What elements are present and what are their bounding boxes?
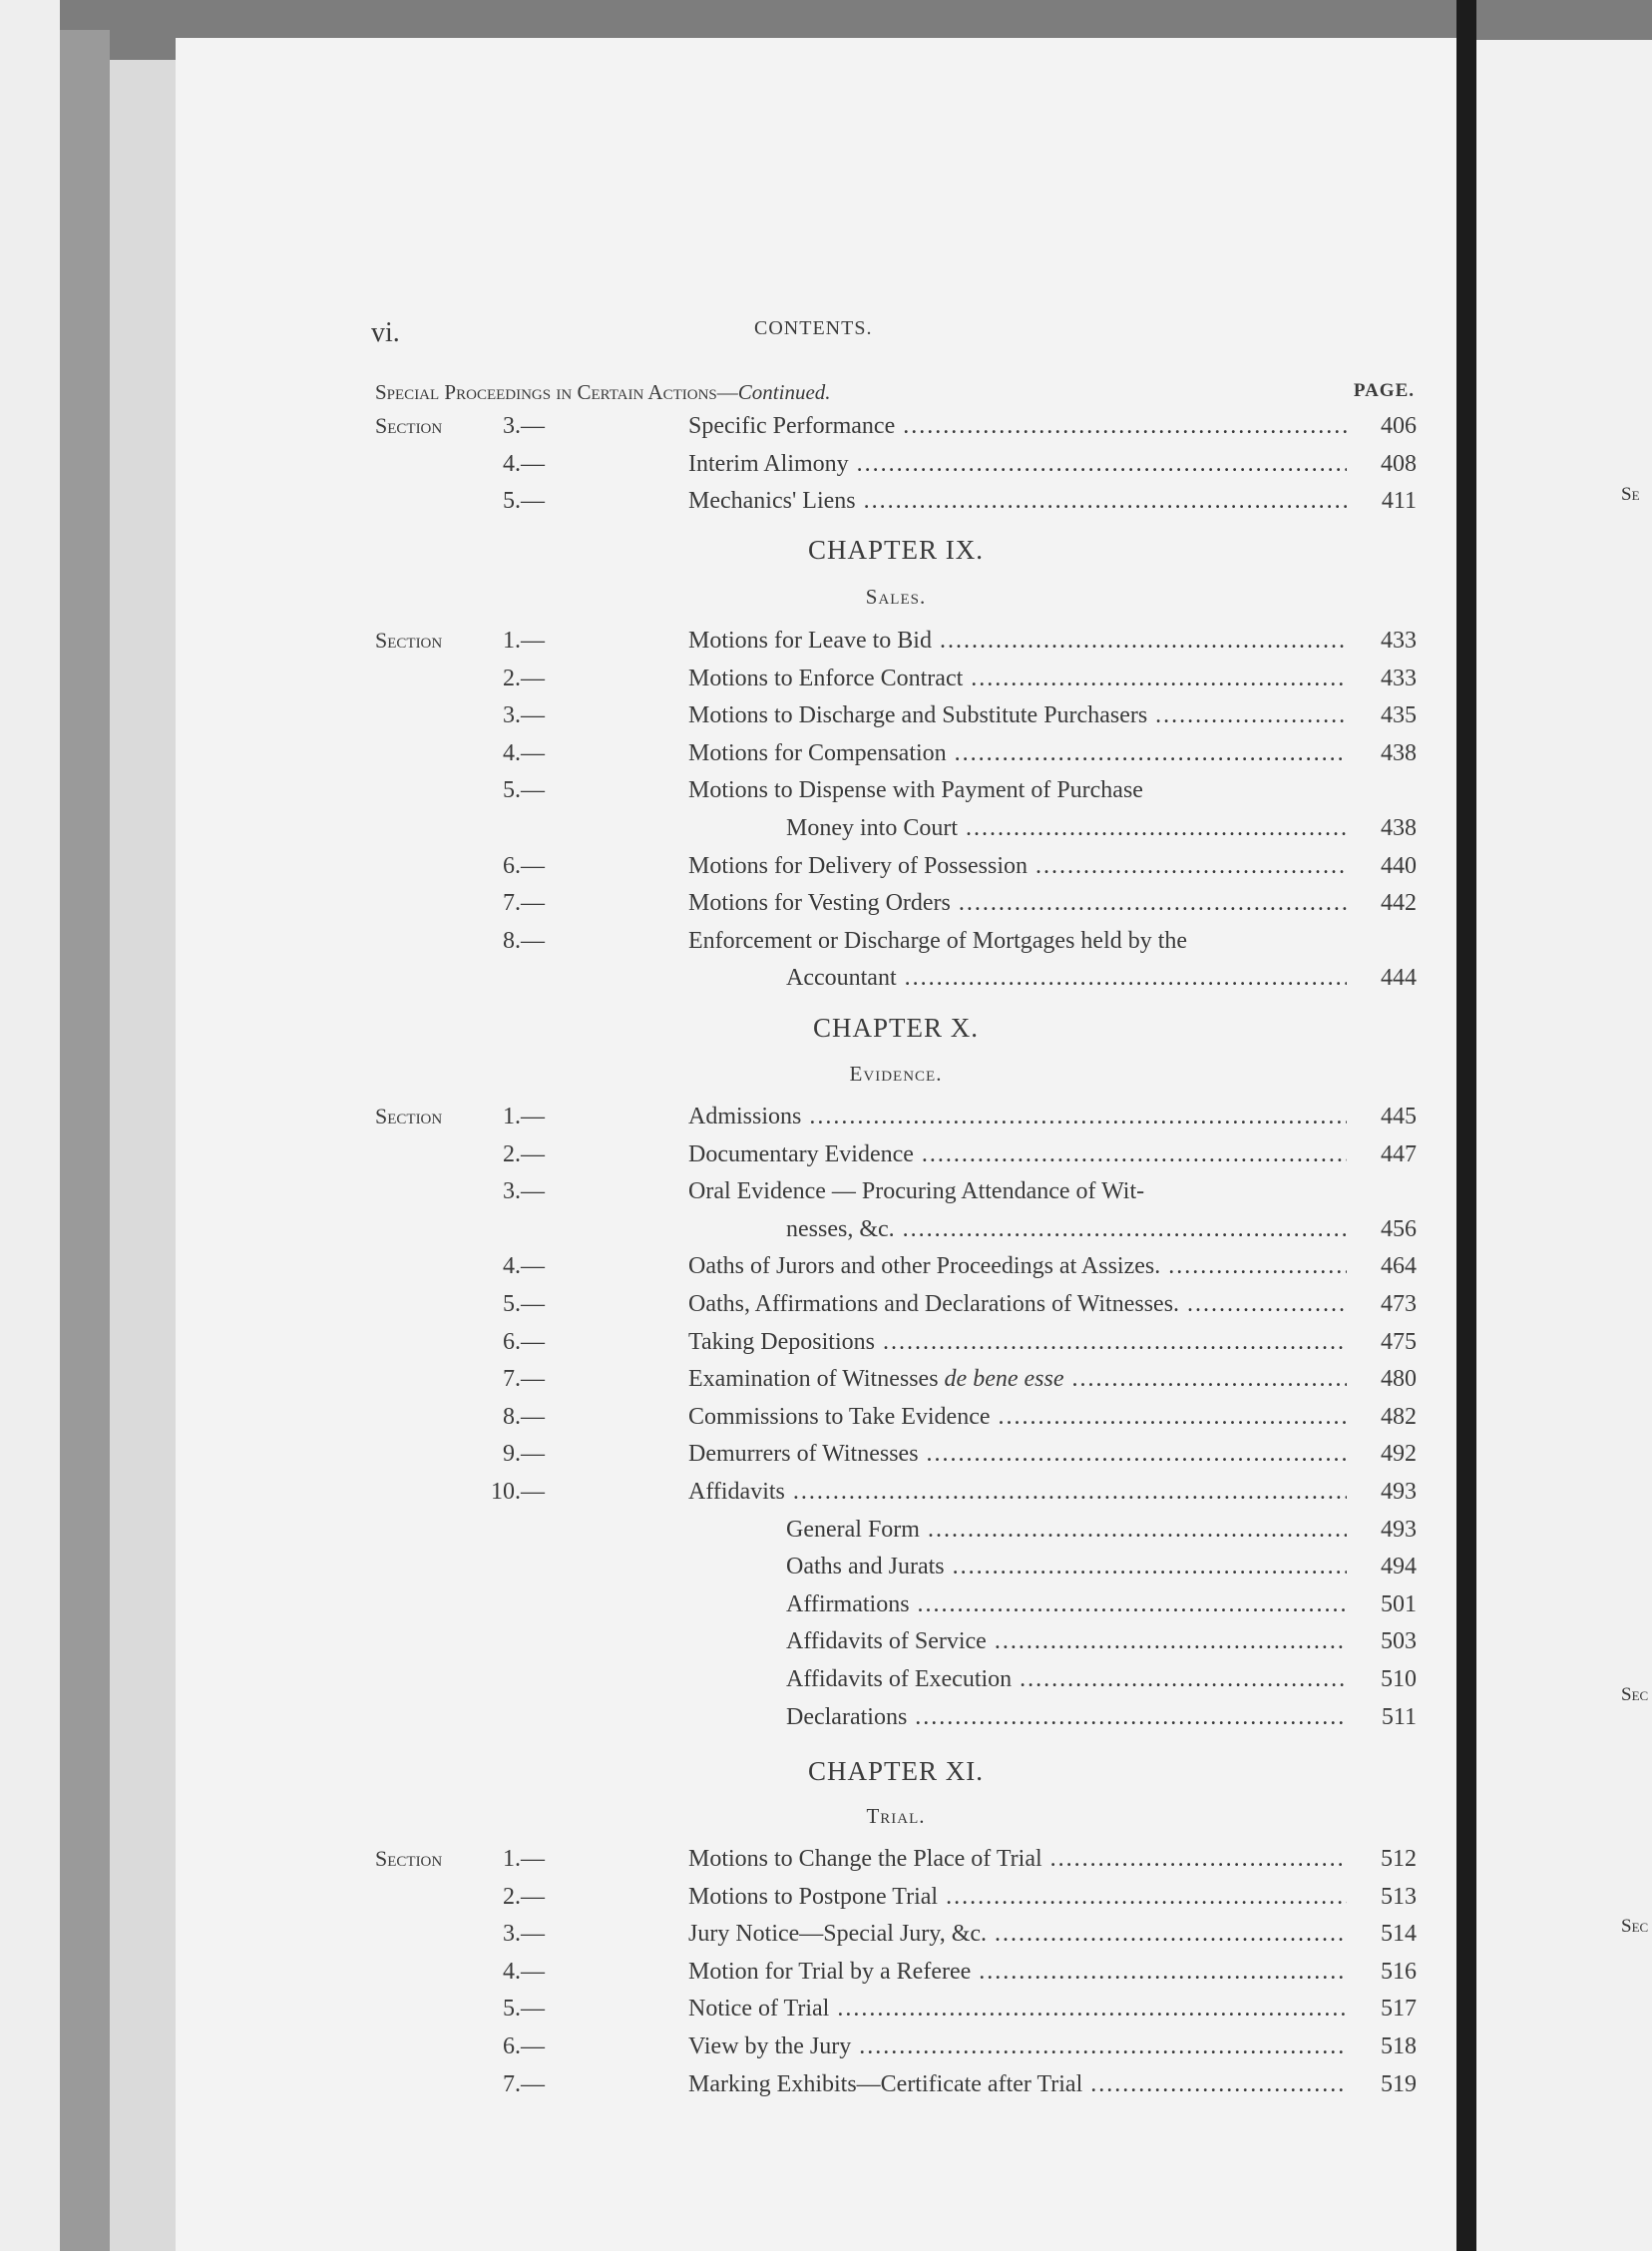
entry-title: Enforcement or Discharge of Mortgages held by the [688,927,1188,954]
section-number: 5.— [503,1291,545,1317]
running-head: CONTENTS. [754,317,873,339]
toc-entry [375,1990,1417,2027]
section-number: 5.— [503,1996,545,2023]
section-number: 8.— [503,1403,545,1430]
entry-title: Accountant [786,965,897,992]
entry-page-number: 517 [1381,1996,1417,2023]
chapter-subheading: Trial. [866,1804,926,1828]
entry-title: Mechanics' Liens [688,488,856,515]
entry-title: Admissions [688,1104,802,1129]
entry-page-number: 492 [1381,1441,1417,1468]
entry-title: View by the Jury [688,2033,852,2059]
section-number: 3.— [503,413,545,439]
entry-page-number: 438 [1381,815,1417,841]
entry-title: Documentary Evidence [688,1140,914,1167]
entry-title: Motions for Compensation [688,739,947,766]
entry-title: Oaths of Jurors and other Proceedings at Assizes. [688,1253,1161,1280]
entry-title: Interim Alimony [688,450,849,477]
toc-entry [375,922,1417,960]
entry-page-number: 501 [1381,1590,1417,1617]
toc-entry [375,1210,1417,1248]
facing-page [1476,40,1652,2251]
entry-page-number: 473 [1381,1291,1417,1317]
entry-page-number: 433 [1381,628,1417,654]
toc-entry [375,1323,1417,1361]
entry-page-number: 516 [1381,1958,1417,1985]
entry-page-number: 408 [1381,450,1417,477]
section-number: 9.— [503,1441,545,1468]
entry-title: Motions to Change the Place of Trial [688,1846,1042,1872]
toc-entry [375,2065,1417,2103]
entry-title: Declarations [786,1703,908,1730]
entry-page-number: 433 [1381,665,1417,691]
toc-entry [375,1585,1417,1623]
toc-entry [375,1435,1417,1473]
toc-entry [375,884,1417,922]
continued-heading [375,380,1415,405]
book-edge [0,0,60,2251]
toc-entry [375,696,1417,734]
section-number: 6.— [503,2033,545,2059]
chapter-heading: CHAPTER IX. [807,535,984,565]
entry-title: Motions to Discharge and Substitute Purchasers [688,702,1148,729]
toc-entry [375,1360,1417,1398]
section-label: Section [375,1846,443,1871]
entry-title: Taking Depositions [688,1328,875,1355]
entry-page-number: 503 [1381,1628,1417,1655]
toc-entry [375,771,1417,809]
book-gutter [1456,0,1476,2251]
toc-entry [375,2027,1417,2065]
section-number: 6.— [503,1328,545,1355]
entry-page-number: 447 [1381,1140,1417,1167]
entry-page-number: 482 [1381,1403,1417,1430]
toc-entry [375,1953,1417,1991]
toc-entry [375,660,1417,697]
chapter-heading: CHAPTER XI. [807,1756,984,1786]
entry-title: Oaths and Jurats [786,1554,945,1580]
section-number: 5.— [503,777,545,804]
entry-page-number: 445 [1381,1104,1417,1129]
entry-title: Motion for Trial by a Referee [688,1958,972,1985]
page-number: vi. [371,317,400,348]
entry-title: Motions for Delivery of Possession [688,852,1028,879]
section-label: Section [375,628,443,653]
entry-title: Motions to Dispense with Payment of Purchase [688,777,1143,804]
section-number: 6.— [503,852,545,879]
toc-entry [375,1660,1417,1698]
entry-title: Jury Notice—Special Jury, &c. [688,1921,988,1948]
entry-title: Marking Exhibits—Certificate after Trial [688,2070,1083,2097]
facing-page-fragment: Sec [1621,1916,1649,1937]
section-number: 2.— [503,665,545,691]
book-page-stack [110,60,180,2251]
entry-page-number: 480 [1381,1366,1417,1393]
entry-page-number: 456 [1381,1215,1417,1242]
entry-page-number: 514 [1381,1921,1417,1948]
entry-title: Motions for Vesting Orders [688,890,951,917]
entry-page-number: 406 [1381,413,1417,439]
entry-page-number: 444 [1381,965,1417,992]
toc-entry [375,407,1417,445]
chapter-subheading: Sales. [865,585,927,609]
entry-title: General Form [786,1516,920,1543]
section-number: 3.— [503,1921,545,1948]
toc-entry [375,734,1417,772]
toc-entry [375,1398,1417,1436]
page-column-label: PAGE. [1353,380,1415,401]
toc-entry [375,959,1417,997]
entry-title: Motions to Postpone Trial [688,1883,939,1910]
section-number: 4.— [503,1253,545,1280]
section-number: 7.— [503,2070,545,2097]
entry-title: Oral Evidence — Procuring Attendance of Wit- [688,1178,1145,1205]
entry-page-number: 464 [1381,1253,1417,1280]
entry-title-italic: de bene esse [944,1366,1064,1393]
section-number: 7.— [503,890,545,917]
entry-title: Examination of Witnesses [688,1366,945,1393]
section-number: 4.— [503,739,545,766]
section-label: Section [375,1104,443,1128]
entry-page-number: 513 [1381,1883,1417,1910]
toc-entry [375,1285,1417,1323]
section-number: 3.— [503,1178,545,1205]
toc-entry [375,847,1417,885]
entry-page-number: 510 [1381,1666,1417,1692]
toc-entry [375,1915,1417,1953]
entry-title: Commissions to Take Evidence [688,1403,991,1430]
entry-title: Affidavits [688,1479,785,1505]
toc-entry [375,1172,1417,1210]
entry-page-number: 512 [1381,1846,1417,1872]
entry-title: Demurrers of Witnesses [688,1441,919,1468]
toc-entry [375,622,1417,660]
section-number: 4.— [503,450,545,477]
entry-page-number: 442 [1381,890,1417,917]
toc-entry [375,1622,1417,1660]
section-number: 7.— [503,1366,545,1393]
entry-page-number: 494 [1381,1554,1417,1580]
entry-page-number: 493 [1381,1479,1417,1505]
entry-page-number: 440 [1381,852,1417,879]
toc-entry [375,1840,1417,1878]
book-edge-shadow [60,30,110,2251]
entry-page-number: 475 [1381,1328,1417,1355]
entry-title: Affidavits of Service [786,1628,987,1655]
toc-entry [375,1511,1417,1549]
entry-title: Oaths, Affirmations and Declarations of Witnesses. [688,1291,1180,1317]
entry-page-number: 435 [1381,702,1417,729]
entry-page-number: 519 [1381,2070,1417,2097]
contents-page [176,38,1468,2251]
toc-entry [375,1548,1417,1585]
entry-title: Affidavits of Execution [786,1666,1013,1692]
continued-italic: Continued. [737,380,831,404]
entry-title: nesses, &c. [786,1215,895,1242]
entry-title: Notice of Trial [688,1996,830,2023]
section-number: 2.— [503,1883,545,1910]
toc-entry [375,1247,1417,1285]
facing-page-fragment: Sec [1621,1684,1649,1705]
toc-entry [375,1135,1417,1173]
continued-title: Special Proceedings in Certain Actions— [375,380,738,404]
toc-entry [375,482,1417,520]
toc-entry [375,809,1417,847]
toc-entry [375,1878,1417,1916]
entry-title: Affirmations [786,1590,910,1617]
facing-page-fragment: Se [1621,484,1640,505]
entry-page-number: 438 [1381,739,1417,766]
toc-entry [375,1473,1417,1511]
entry-page-number: 511 [1381,1703,1417,1730]
section-number: 1.— [503,1846,545,1872]
section-number: 8.— [503,927,545,954]
section-number: 1.— [503,628,545,654]
toc-entry [375,1698,1417,1736]
entry-title: Specific Performance [688,413,896,439]
chapter-heading: CHAPTER X. [812,1013,979,1043]
entry-page-number: 493 [1381,1516,1417,1543]
entry-title: Motions to Enforce Contract [688,665,964,691]
entry-page-number: 518 [1381,2033,1417,2059]
section-number: 1.— [503,1104,545,1129]
toc-entry [375,445,1417,483]
entry-page-number: 411 [1381,488,1417,515]
section-number: 2.— [503,1140,545,1167]
section-number: 10.— [491,1479,545,1505]
entry-title: Money into Court [786,815,958,841]
chapter-subheading: Evidence. [849,1062,943,1086]
toc-entry [375,1098,1417,1135]
section-number: 3.— [503,702,545,729]
section-number: 5.— [503,488,545,515]
section-label: Section [375,413,443,438]
section-number: 4.— [503,1958,545,1985]
entry-title: Motions for Leave to Bid [688,628,932,654]
